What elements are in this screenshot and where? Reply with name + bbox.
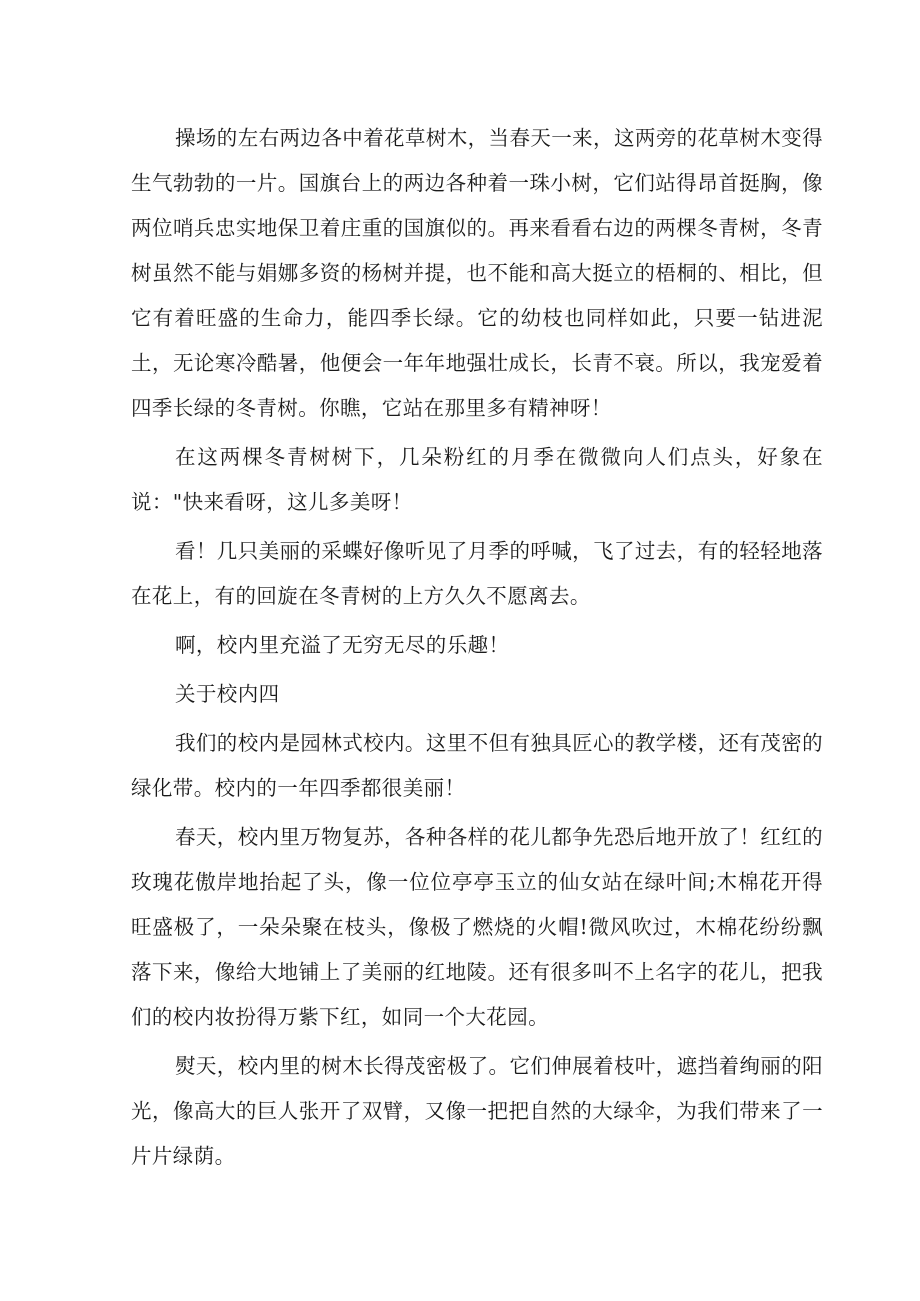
- document-body: [131, 116, 823, 1179]
- paragraph-playground-trees: 操场的左右两边各中着花草树木，当春天一来，这两旁的花草树木变得生气勃勃的一片。国旗台上的两边各种着一珠小树，它们站得昂首挺胸，像两位哨兵忠实地保卫着庄重的国旗似的。再来看看右边的两棵冬青树，冬青树虽然不能与娟娜多资的杨树并提，也不能和高大挺立的梧桐的、相比，但它有着旺盛的生命力，能四季长绿。它的幼枝也同样如此，只要一钻进泥土，无论寒冷酷暑，他便会一年年地强壮成长，长青不衰。所以，我宠爱着四季长绿的冬青树。你瞧，它站在那里多有精神呀！: [131, 126, 823, 420]
- paragraph-joy: 啊，校内里充溢了无穷无尽的乐趣！: [175, 633, 510, 657]
- paragraph-roses: 在这两棵冬青树树下，几朵粉红的月季在微微向人们点头，好象在说："快来看呀，这儿多美呀！: [131, 445, 823, 514]
- paragraph-spring: 春天，校内里万物复苏，各种各样的花儿都争先恐后地开放了！红红的玫瑰花傲岸地抬起了头，像一位位亭亭玉立的仙女站在绿叶间;木棉花开得旺盛极了，一朵朵聚在枝头，像极了燃烧的火帽!微风吹过，木棉花纷纷飘落下来，像给大地铺上了美丽的红地陵。还有很多叫不上名字的花儿，把我们的校内妆扮得万紫下红，如同一个大花园。: [131, 825, 823, 1029]
- paragraph-summer: 熨天，校内里的树木长得茂密极了。它们伸展着枝叶，遮挡着绚丽的阳光，像高大的巨人张开了双臂，又像一把把自然的大绿伞，为我们带来了一片片绿荫。: [131, 1054, 823, 1168]
- section-heading: 关于校内四: [175, 682, 280, 706]
- paragraph-garden-campus: 我们的校内是园林式校内。这里不但有独具匠心的教学楼，还有茂密的绿化带。校内的一年四季都很美丽！: [131, 731, 823, 800]
- paragraph-butterflies: 看！几只美丽的采蝶好像听见了月季的呼喊，飞了过去，有的轻轻地落在花上，有的回旋在冬青树的上方久久不愿离去。: [131, 539, 823, 608]
